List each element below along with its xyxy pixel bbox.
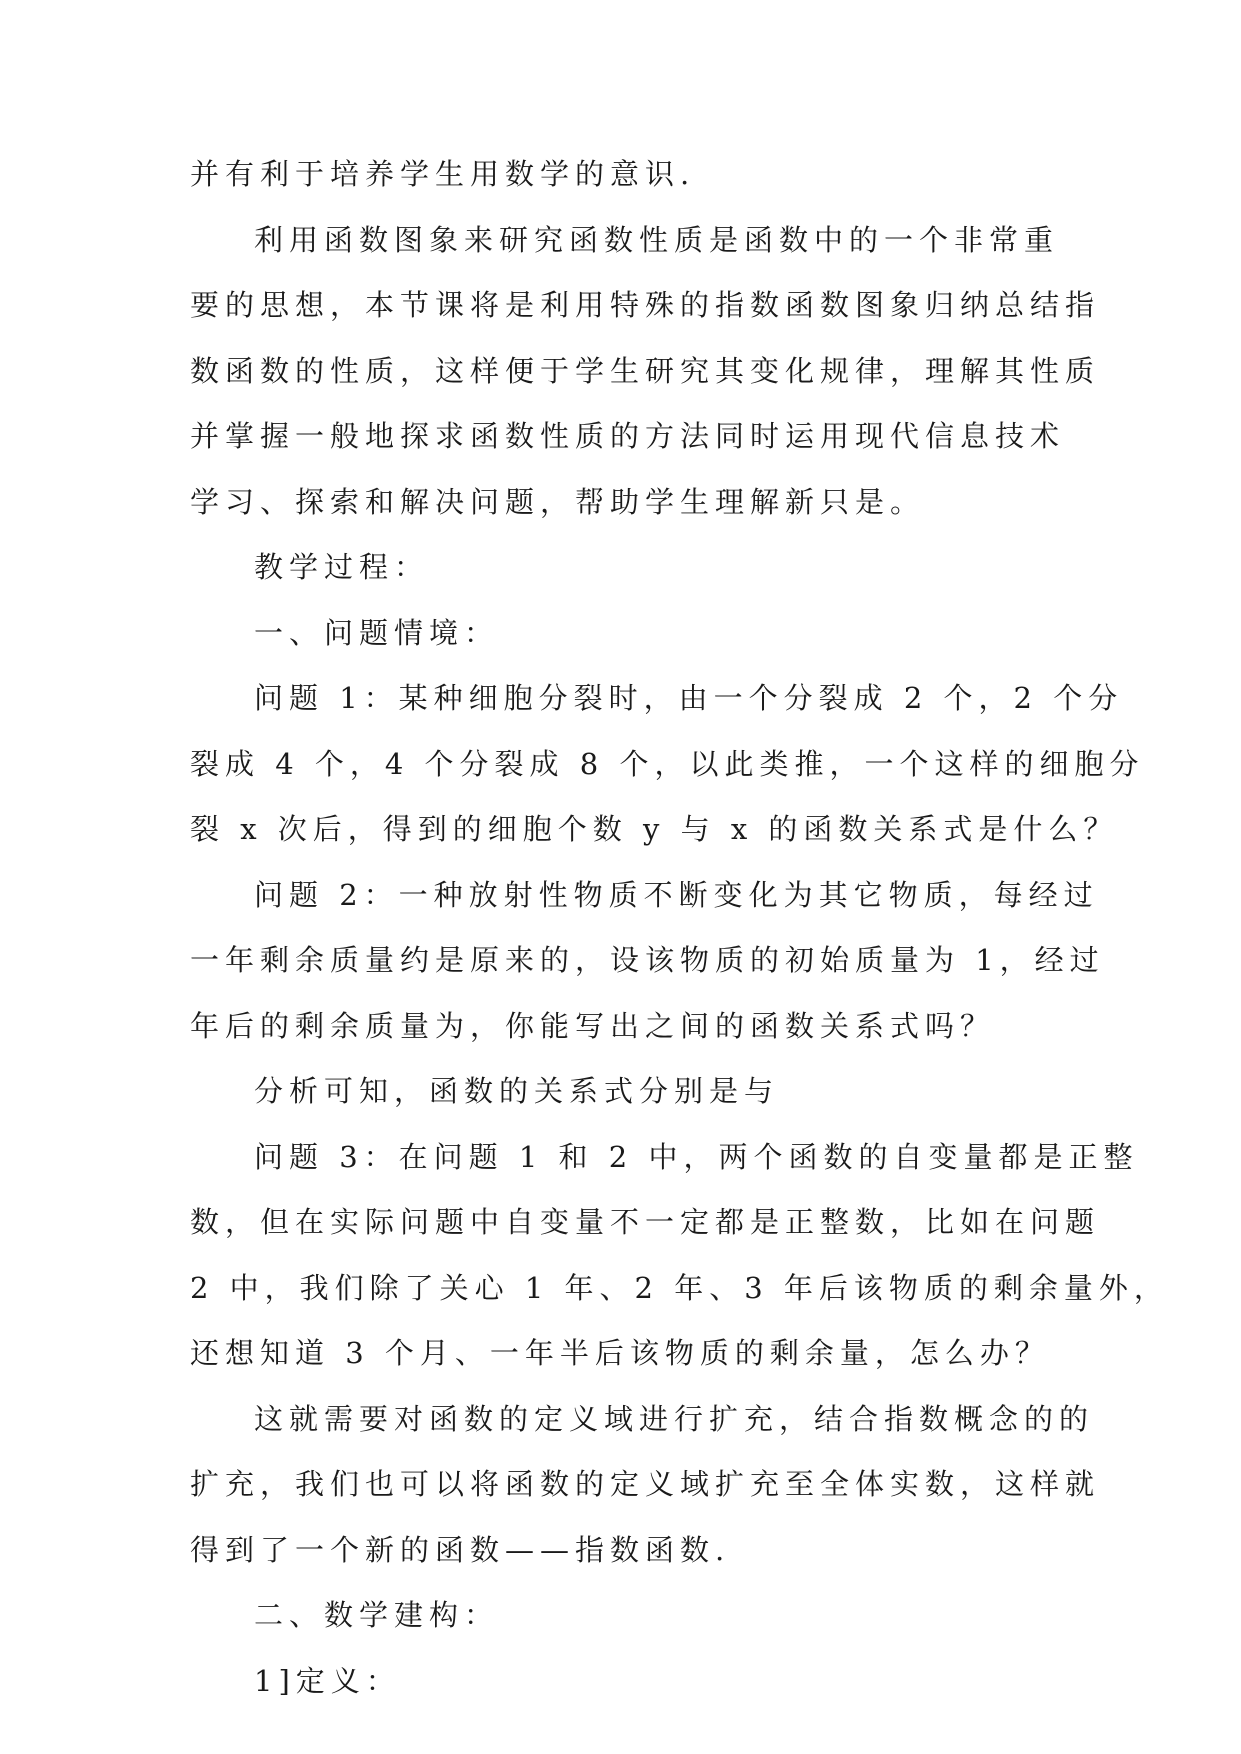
text-line: 问题 1：某种细胞分裂时，由一个分裂成 2 个，2 个分 xyxy=(254,681,1124,715)
text-line: 一年剩余质量约是原来的，设该物质的初始质量为 1，经过 xyxy=(190,943,1105,977)
text-line: 数，但在实际问题中自变量不一定都是正整数，比如在问题 xyxy=(190,1205,1101,1239)
text-line: 得到了一个新的函数——指数函数. xyxy=(190,1532,731,1567)
text-line: 要的思想，本节课将是利用特殊的指数函数图象归纳总结指 xyxy=(190,288,1101,322)
section-heading: 二、数学建构： xyxy=(254,1598,500,1632)
section-heading: 教学过程： xyxy=(254,550,430,584)
text-line: 裂成 4 个，4 个分裂成 8 个，以此类推，一个这样的细胞分 xyxy=(190,746,1145,781)
text-line: 数函数的性质，这样便于学生研究其变化规律，理解其性质 xyxy=(190,353,1101,388)
text-line: 问题 2：一种放射性物质不断变化为其它物质，每经过 xyxy=(254,877,1099,912)
document-body xyxy=(190,150,1169,1722)
text-line: 并掌握一般地探求函数性质的方法同时运用现代信息技术 xyxy=(190,419,1066,453)
text-line: 学习、探索和解决问题，帮助学生理解新只是。 xyxy=(190,484,926,519)
text-line: 分析可知，函数的关系式分别是与 xyxy=(254,1074,780,1108)
section-heading: 一、问题情境： xyxy=(254,615,500,650)
text-line: 并有利于培养学生用数学的意识. xyxy=(190,157,696,191)
text-line: 利用函数图象来研究函数性质是函数中的一个非常重 xyxy=(254,222,1060,257)
text-line: 这就需要对函数的定义域进行扩充，结合指数概念的的 xyxy=(254,1401,1095,1436)
text-line: 问题 3：在问题 1 和 2 中，两个函数的自变量都是正整 xyxy=(254,1139,1139,1174)
text-line: 裂 x 次后，得到的细胞个数 y 与 x 的函数关系式是什么？ xyxy=(190,812,1119,846)
text-line: 2 中，我们除了关心 1 年、2 年、3 年后该物质的剩余量外， xyxy=(190,1270,1169,1305)
text-line: 年后的剩余质量为，你能写出之间的函数关系式吗？ xyxy=(190,1008,996,1043)
text-line: 扩充，我们也可以将函数的定义域扩充至全体实数，这样就 xyxy=(190,1467,1101,1501)
text-line: 还想知道 3 个月、一年半后该物质的剩余量，怎么办？ xyxy=(190,1336,1050,1370)
section-heading: 1]定义： xyxy=(254,1663,401,1698)
